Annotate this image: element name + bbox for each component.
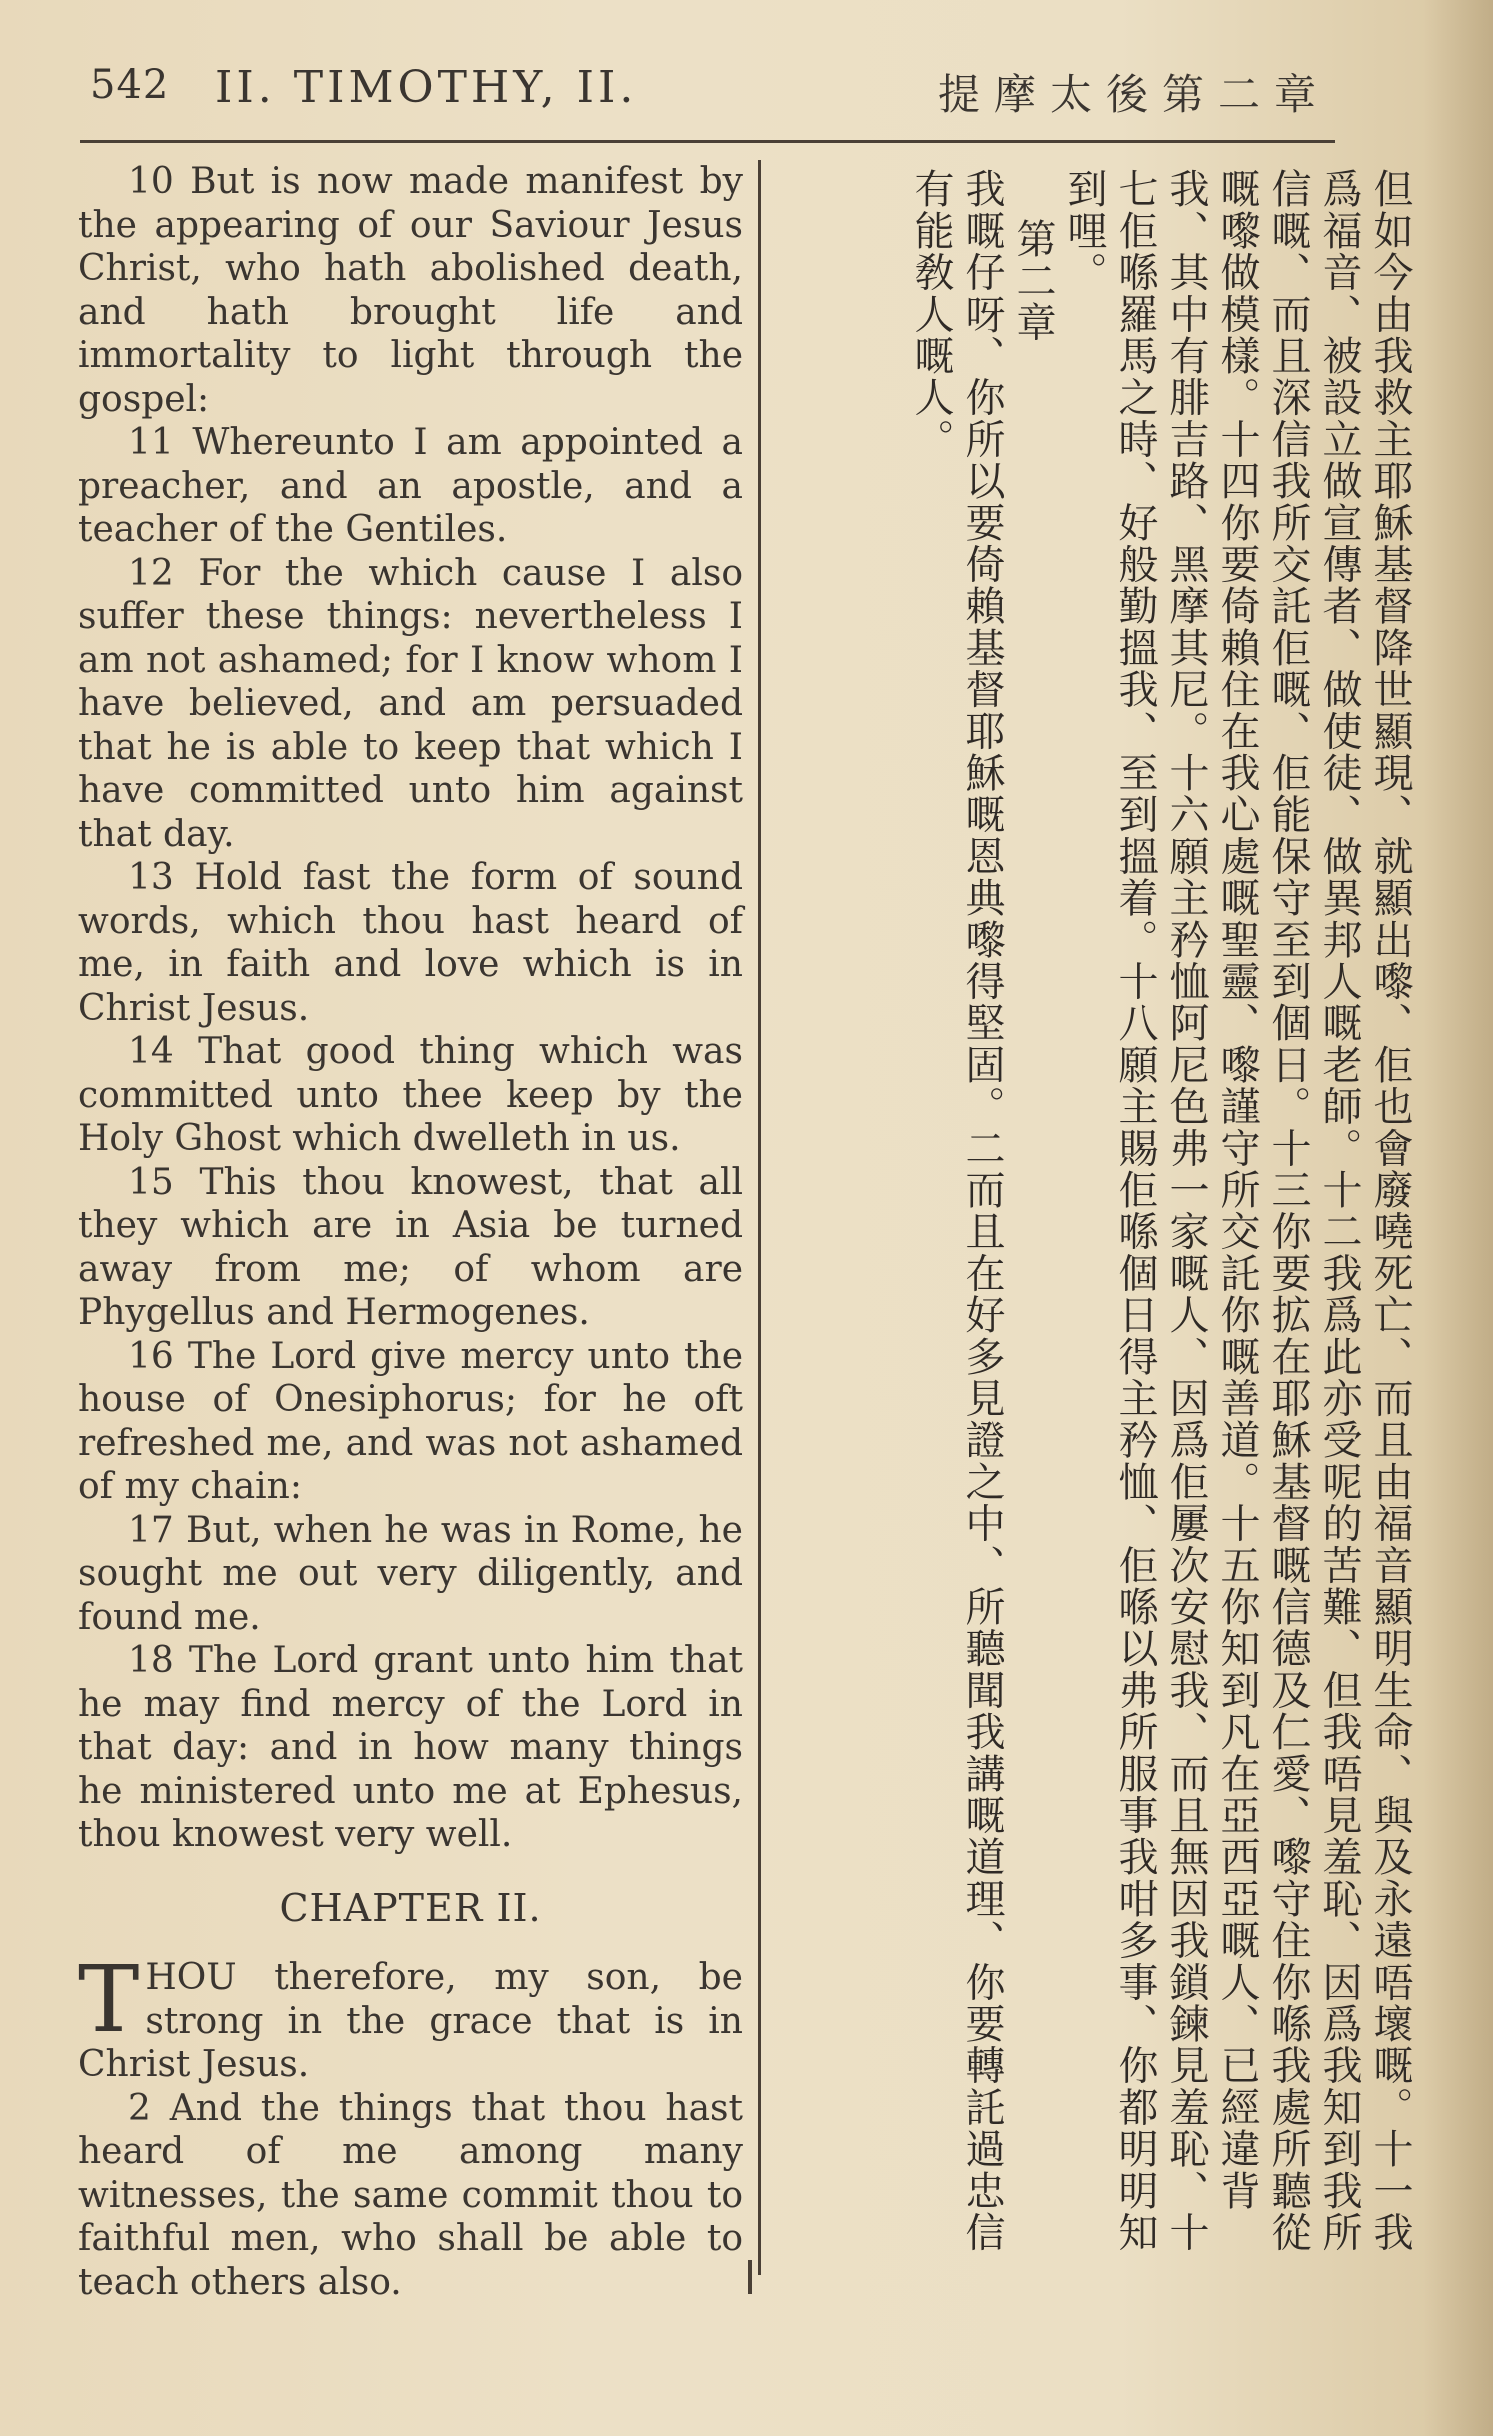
drop-cap: T — [78, 1946, 140, 2053]
english-column — [78, 160, 743, 2303]
chapter2-verse-2: 2 And the things that thou hast heard of me among many witnesses, the same commit thou to faithful men, who shall be able to teach others also. — [78, 2087, 743, 2303]
verse-11: 11 Whereunto I am appointed a preacher, and an apostle, and a teacher of the Gentiles. — [78, 422, 743, 550]
verse-12: 12 For the which cause I also suffer these things: nevertheless I am not ashamed; for I know whom I have believed, and am persuaded that he is able to keep that which I have committed unto him against that day. — [78, 552, 743, 855]
verse-10: 10 But is now made manifest by the appearing of our Saviour Jesus Christ, who hath abolished death, and hath brought life and immortality to light through the gospel: — [78, 161, 743, 420]
chinese-chapter2-text: 我嘅仔呀、你所以要倚賴基督耶穌嘅恩典嚟得堅固。二而且在好多見證之中、所聽聞我講嘅道理、你要轉託過忠信有能敎人嘅人。 — [908, 168, 1005, 2253]
page-number: 542 — [90, 62, 170, 108]
verse-16: 16 The Lord give mercy unto the house of Onesiphorus; for he oft refreshed me, and was not ashamed of my chain: — [78, 1335, 743, 1507]
column-divider-tick — [748, 2260, 752, 2294]
chinese-column — [775, 168, 1415, 2278]
page-edge-shadow — [1423, 0, 1493, 2436]
verse-14: 14 That good thing which was committed unto thee keep by the Holy Ghost which dwelleth in us. — [78, 1031, 743, 1159]
column-divider — [758, 160, 761, 2275]
chinese-chapter1-text: 但如今由我救主耶穌基督降世顯現、就顯出嚟、佢也會廢嘵死亡、而且由福音顯明生命、與及永遠唔壞嘅。十一我爲福音、被設立做宣傳者、做使徒、做異邦人嘅老師。十二我爲此亦受呢的苦難、但我唔見羞恥、因爲我知到我所信嘅、而且深信我所交託佢嘅、佢能保守至到個日。十三你要拡在耶穌基督嘅信德及仁愛、嚟守住你喺我處所聽從嘅嚟做模樣。十四你要倚賴住在我心處嘅聖靈、嚟謹守所交託你嘅善道。十五你知到凡在亞西亞嘅人、已經違背我、其中有腓吉路、黑摩其尼。十六願主矜恤阿尼色弗一家嘅人、因爲佢屢次安慰我、而且無因我鎖鍊見羞恥、十七佢喺羅馬之時、好般勤搵我、至到搵着。十八願主賜佢喺個日得主矜恤、佢喺以弗所服事我咁多事、你都明明知到哩。 — [1061, 168, 1413, 2253]
chinese-running-title: 提摩太後第二章 — [937, 70, 1330, 119]
header-rule — [80, 140, 1335, 143]
page-header — [80, 62, 1330, 132]
verse-13: 13 Hold fast the form of sound words, which thou hast heard of me, in faith and love which is in Christ Jesus. — [78, 857, 743, 1029]
chapter2-verse-1-text: HOU therefore, my son, be strong in the grace that is in Christ Jesus. — [78, 1957, 743, 2085]
verse-17: 17 But, when he was in Rome, he sought me out very diligently, and found me. — [78, 1509, 743, 1638]
running-title: II. TIMOTHY, II. — [215, 62, 638, 113]
chinese-chapter-heading: 第二章 — [1010, 218, 1056, 344]
chapter-heading: CHAPTER II. — [279, 1885, 542, 1930]
verse-15: 15 This thou knowest, that all they which are in Asia be turned away from me; of whom are Phygellus and Hermogenes. — [78, 1161, 743, 1333]
chapter2-verse-1 — [78, 1946, 743, 2087]
verse-18: 18 The Lord grant unto him that he may find mercy of the Lord in that day: and in how many things he ministered unto me at Ephesus, thou knowest very well. — [78, 1640, 743, 1855]
